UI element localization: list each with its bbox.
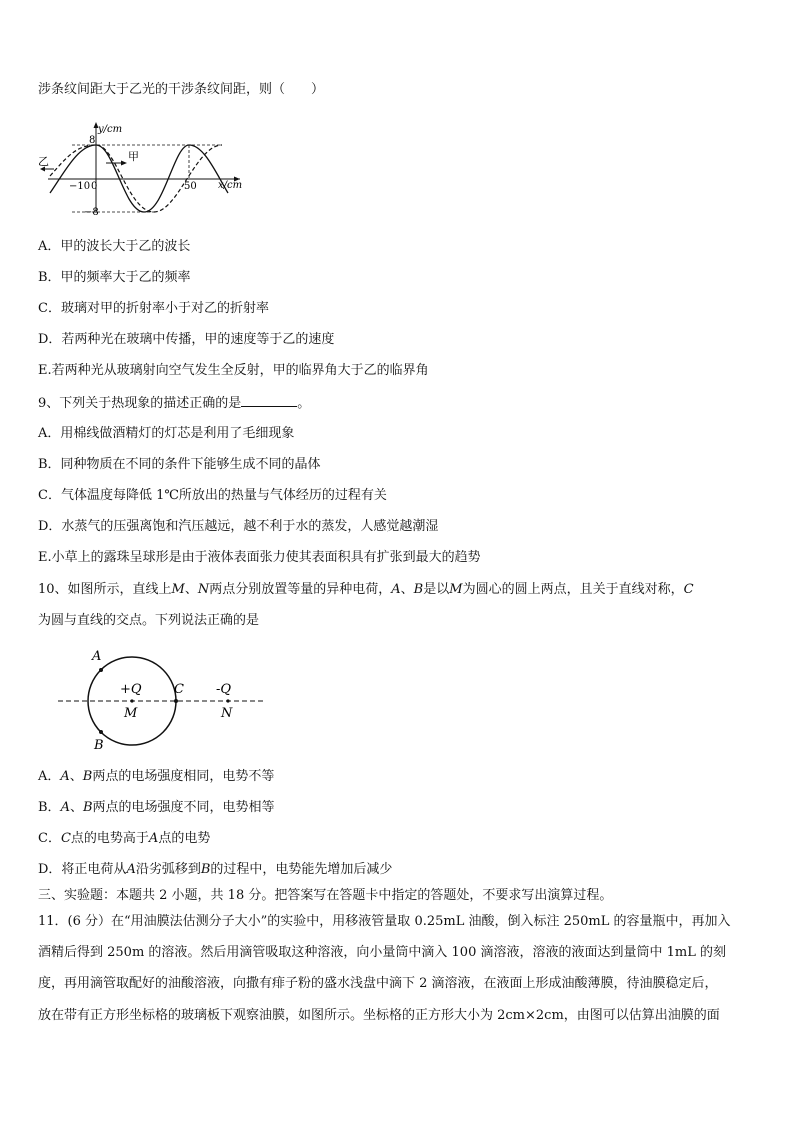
q10-sep: 、 (69, 769, 83, 784)
charge-figure (56, 645, 270, 753)
label-n: N (221, 706, 233, 721)
q10-var-n: N (197, 582, 210, 597)
q10-var-a: A (391, 582, 401, 597)
q8-stem-tail: 涉条纹间距大于乙光的干涉条纹间距，则（ ） (38, 82, 325, 97)
label-c: C (174, 682, 184, 697)
q11-line4: 放在带有正方形坐标格的玻璃板下观察油膜，如图所示。坐标格的正方形大小为 2cm×2cm，由图可以估算出油膜的面 (38, 1008, 720, 1023)
label-yi: 乙 (38, 155, 49, 168)
tick-0: 0 (91, 181, 98, 192)
x-axis-label: x/cm (218, 180, 243, 191)
q10-opt-text: A． (38, 769, 61, 784)
q10-opt-text: C． (38, 831, 61, 846)
q8-option-a: A．甲的波长大于乙的波长 (38, 239, 191, 254)
point-b (99, 730, 103, 734)
q10-option-a (38, 768, 274, 786)
tick-neg10: −10 (69, 181, 91, 192)
arrow-jia-head (121, 161, 127, 166)
q9-option-e: E.小草上的露珠呈球形是由于液体表面张力使其表面积具有扩张到最大的趋势 (38, 550, 481, 565)
q10-text: 是以 (423, 582, 450, 597)
q10-opt-text: 两点的电场强度相同，电势不等 (92, 769, 275, 784)
q9-stem (38, 394, 310, 413)
label-minus-q: -Q (216, 682, 232, 697)
point-m (130, 699, 133, 702)
label-b: B (94, 738, 104, 753)
q10-text: 10、如图所示，直线上 (38, 582, 172, 597)
q10-stem-line1 (38, 581, 694, 599)
point-n (226, 699, 229, 702)
tick-50: 50 (184, 181, 197, 192)
wave-figure (36, 118, 246, 218)
q10-opt-text: 的过程中，电势能先增加后减少 (210, 862, 393, 877)
tick-neg8: −8 (84, 207, 99, 218)
q10-opt-text: 点的电势 (158, 831, 211, 846)
q8-option-e: E.若两种光从玻璃射向空气发生全反射，甲的临界角大于乙的临界角 (38, 363, 429, 378)
point-c (174, 699, 178, 703)
q10-text: 为圆心的圆上两点，且关于直线对称， (462, 582, 684, 597)
q10-var-m: M (449, 582, 463, 597)
q10-opt-text: 点的电势高于 (70, 831, 149, 846)
q10-var-m: M (171, 582, 185, 597)
q10-opt-text: D．将正电荷从 (38, 862, 127, 877)
q10-option-c (38, 830, 210, 848)
tick-8: 8 (89, 135, 96, 146)
q10-sep: 、 (400, 582, 414, 597)
q10-sep: 、 (184, 582, 198, 597)
q9-answer-blank (241, 394, 297, 407)
q10-opt-text: 两点的电场强度不同，电势相等 (92, 800, 275, 815)
q10-var-b: B (413, 582, 424, 597)
q10-var-c: C (683, 582, 694, 597)
q10-option-d (38, 861, 392, 879)
label-plus-q: +Q (120, 682, 142, 697)
q9-option-b: B．同种物质在不同的条件下能够生成不同的晶体 (38, 457, 321, 472)
q8-option-d: D．若两种光在玻璃中传播，甲的速度等于乙的速度 (38, 332, 335, 347)
q10-opt-text: B． (38, 800, 61, 815)
label-m: M (124, 706, 138, 721)
q10-opt-text: 沿劣弧移到 (135, 862, 201, 877)
section-3-heading: 三、实验题：本题共 2 小题，共 18 分。把答案写在答题卡中指定的答题处，不要求写出演算过程。 (38, 888, 613, 903)
q10-var-a: A (60, 769, 70, 784)
q11-line3: 度，再用滴管取配好的油酸溶液，向撒有痱子粉的盛水浅盘中滴下 2 滴溶液，在液面上形成油酸薄膜，待油膜稳定后， (38, 976, 718, 991)
q10-var-c: C (60, 831, 71, 846)
q9-option-d: D．水蒸气的压强离饱和汽压越远，越不利于水的蒸发，人感觉越潮湿 (38, 519, 439, 534)
q10-var-b: B (82, 769, 93, 784)
q11-line2: 酒精后得到 250m 的溶液。然后用滴管吸取这种溶液，向小量筒中滴入 100 滴溶液，溶液的液面达到量筒中 1mL 的刻 (38, 945, 726, 960)
q10-var-b: B (200, 862, 211, 877)
q10-var-b: B (82, 800, 93, 815)
q9-stem-end: 。 (297, 396, 311, 411)
q10-var-a: A (60, 800, 70, 815)
q10-var-a: A (148, 831, 159, 846)
q10-var-a: A (126, 862, 136, 877)
q9-option-c: C．气体温度每降低 1℃所放出的热量与气体经历的过程有关 (38, 488, 387, 503)
y-axis-label: y/cm (98, 124, 123, 135)
q10-stem-line2: 为圆与直线的交点。下列说法正确的是 (38, 613, 260, 628)
q10-sep: 、 (69, 800, 83, 815)
point-a (99, 668, 103, 672)
q11-line1: 11．(6 分）在“用油膜法估测分子大小”的实验中，用移液管量取 0.25mL 油酸，倒入标注 250mL 的容量瓶中，再加入 (38, 914, 731, 929)
q10-option-b (38, 799, 275, 817)
q8-option-c: C．玻璃对甲的折射率小于对乙的折射率 (38, 301, 269, 316)
q10-text: 两点分别放置等量的异种电荷， (209, 582, 392, 597)
label-a: A (92, 649, 102, 664)
q8-option-b: B．甲的频率大于乙的频率 (38, 270, 191, 285)
q9-option-a: A．用棉线做酒精灯的灯芯是利用了毛细现象 (38, 426, 295, 441)
q9-stem-text: 9、下列关于热现象的描述正确的是 (38, 396, 242, 411)
label-jia: 甲 (128, 150, 139, 163)
